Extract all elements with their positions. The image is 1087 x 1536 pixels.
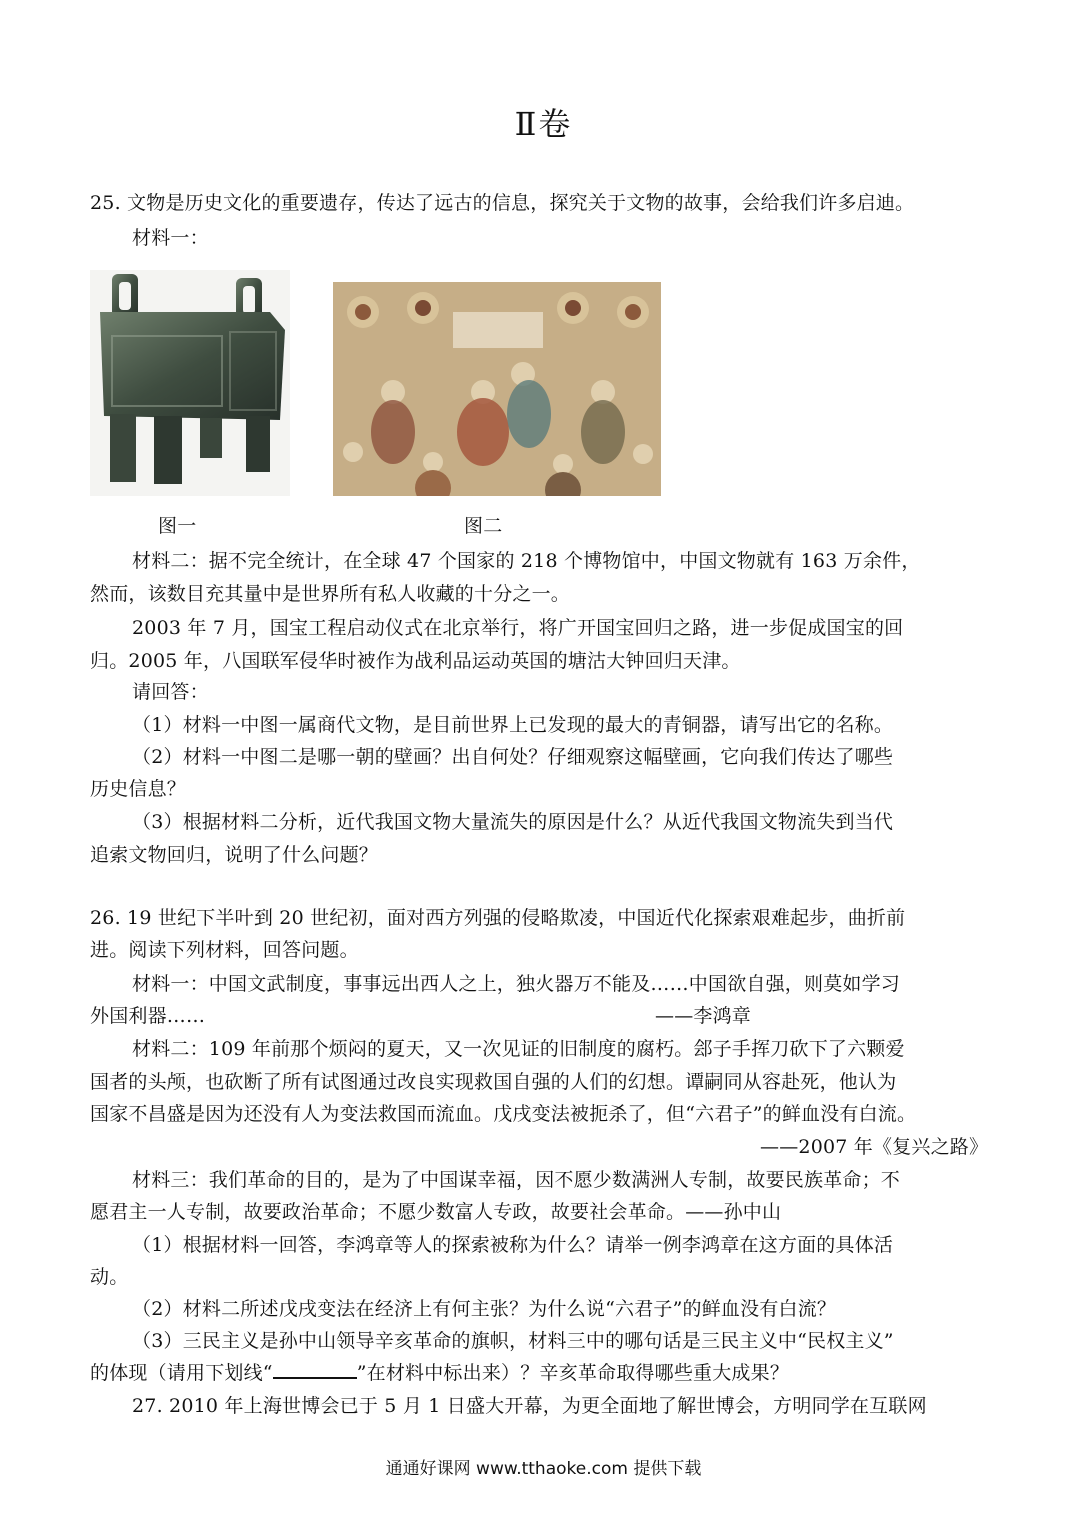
q25-material1-label: 材料一： (132, 227, 209, 249)
q25-question2-line2: 历史信息？ (90, 778, 187, 800)
q26-question1-line1: （1）根据材料一回答，李鸿章等人的探索被称为什么？请举一例李鸿章在这方面的具体活 (132, 1234, 894, 1256)
figure-2-mural-image (333, 282, 661, 496)
q25-stem: 25. 文物是历史文化的重要遗存，传达了远古的信息，探究关于文物的故事，会给我们许多启迪。 (90, 192, 915, 214)
q26-stem-line2: 进。阅读下列材料，回答问题。 (90, 939, 359, 961)
q25-question2-line1: （2）材料一中图二是哪一朝的壁画？出自何处？仔细观察这幅壁画，它向我们传达了哪些 (132, 746, 894, 768)
q25-question3-line1: （3）根据材料二分析，近代我国文物大量流失的原因是什么？从近代我国文物流失到当代 (132, 811, 894, 833)
q26-material2-line3: 国家不昌盛是因为还没有人为变法救国而流血。戊戌变法被扼杀了，但“六君子”的鲜血没有白流。 (90, 1103, 917, 1125)
q26-material3-line1: 材料三：我们革命的目的，是为了中国谋幸福，因不愿少数满洲人专制，故要民族革命；不 (132, 1169, 901, 1191)
figure-1-caption: 图一 (158, 515, 197, 537)
q25-question1: （1）材料一中图一属商代文物，是目前世界上已发现的最大的青铜器，请写出它的名称。 (132, 714, 894, 736)
q25-material2-line2: 然而，该数目充其量中是世界所有私人收藏的十分之一。 (90, 583, 571, 605)
q26-material1-line2: 外国利器…… (90, 1005, 206, 1027)
underline-blank (273, 1361, 357, 1379)
q26-material2-line2: 国者的头颅，也砍断了所有试图通过改良实现救国自强的人们的幻想。谭嗣同从容赴死，他认为 (90, 1071, 897, 1093)
q25-material2-line3: 2003 年 7 月，国宝工程启动仪式在北京举行，将广开国宝回归之路，进一步促成国宝的回 (132, 617, 904, 639)
figure-1-bronze-ding-image (90, 270, 290, 496)
q25-question3-line2: 追索文物回归，说明了什么问题？ (90, 844, 379, 866)
q25-prompt: 请回答： (132, 681, 209, 703)
q26-question3-line1: （3）三民主义是孙中山领导辛亥革命的旗帜，材料三中的哪句话是三民主义中“民权主义” (132, 1330, 894, 1352)
q26-stem-line1: 26. 19 世纪下半叶到 20 世纪初，面对西方列强的侵略欺凌，中国近代化探索艰难起步，曲折前 (90, 907, 906, 929)
q26-question1-line2: 动。 (90, 1266, 129, 1288)
figure-2-caption: 图二 (464, 515, 503, 537)
section-title: Ⅱ卷 (514, 105, 573, 143)
q26-question3-line2-part-a: 的体现（请用下划线“ (90, 1362, 273, 1384)
q26-question3-line2-part-b: ”在材料中标出来）？辛亥革命取得哪些重大成果？ (356, 1362, 790, 1384)
q26-material2-source: ——2007 年《复兴之路》 (760, 1136, 989, 1158)
q25-material2-line1: 材料二：据不完全统计，在全球 47 个国家的 218 个博物馆中，中国文物就有 163 万余件， (132, 550, 921, 572)
q26-material2-line1: 材料二：109 年前那个烦闷的夏天，又一次见证的旧制度的腐朽。郐子手挥刀砍下了六颗爱 (132, 1038, 905, 1060)
q26-question3-line2 (90, 1361, 789, 1385)
q26-material1-line1: 材料一：中国文武制度，事事远出西人之上，独火器万不能及……中国欲自强，则莫如学习 (132, 973, 901, 995)
q25-material2-line4: 归。2005 年，八国联军侵华时被作为战利品运动英国的塘沽大钟回归天津。 (90, 650, 741, 672)
q26-material3-line2: 愿君主一人专制，故要政治革命；不愿少数富人专政，故要社会革命。——孙中山 (90, 1201, 782, 1223)
q26-question2: （2）材料二所述戊戌变法在经济上有何主张？为什么说“六君子”的鲜血没有白流？ (132, 1298, 837, 1320)
footer-watermark: 通通好课网 www.tthaoke.com 提供下载 (385, 1459, 702, 1479)
q26-material1-source: ——李鸿章 (655, 1005, 752, 1027)
q27-stem-line1: 27. 2010 年上海世博会已于 5 月 1 日盛大开幕，为更全面地了解世博会，方明同学在互联网 (132, 1395, 927, 1417)
